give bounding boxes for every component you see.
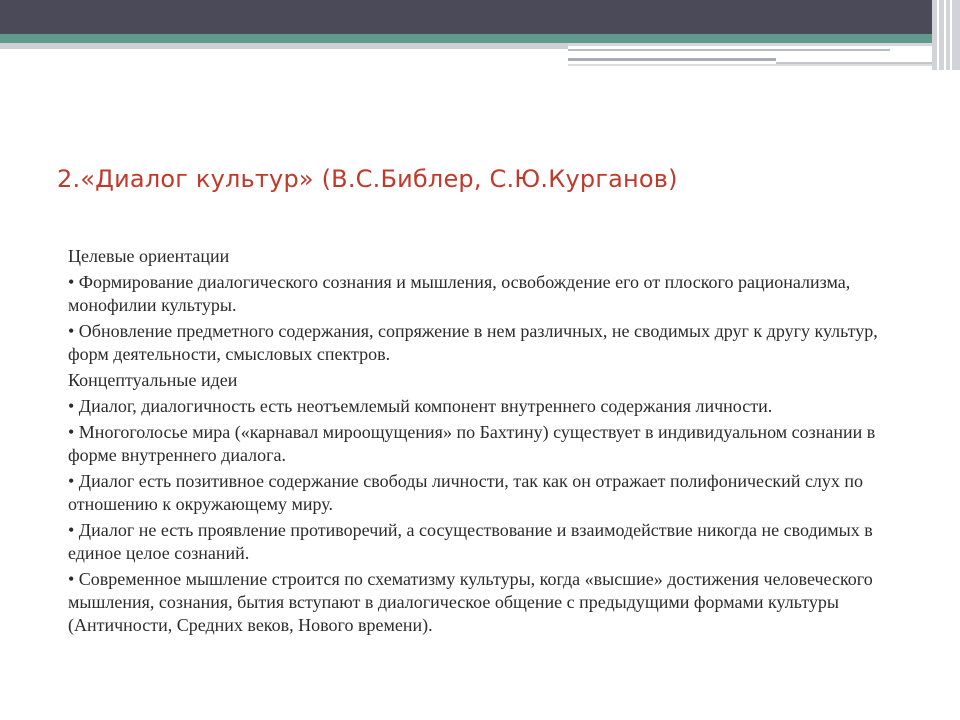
header-teal-band <box>0 34 932 43</box>
header-dark-band <box>0 0 932 34</box>
header-decor-line <box>568 49 890 51</box>
bullet-item: • Обновление предметного содержания, сопряжение в нем различных, не сводимых друг к другу культур, форм деятельности, смысловых спектров. <box>68 321 878 364</box>
header-right-block <box>932 0 960 70</box>
header-vertical-line <box>950 0 952 70</box>
header-decor-line <box>568 64 941 66</box>
bullet-item: • Многоголосье мира («карнавал мироощущения» по Бахтину) существует в индивидуальном сознании в форме внутреннего диалога. <box>68 422 876 465</box>
header-vertical-line <box>944 0 946 70</box>
section-heading: Целевые ориентации <box>68 246 230 266</box>
header-decor-line <box>568 58 776 61</box>
slide-title: 2.«Диалог культур» (В.С.Библер, С.Ю.Курганов) <box>57 165 678 193</box>
bullet-item: • Современное мышление строится по схематизму культуры, когда «высшие» достижения человеческого мышления, сознания, бытия вступают в диалогическое общение с предыдущими формами культуры (Античности, Средних веков, Нового времени). <box>68 569 873 635</box>
bullet-item: • Формирование диалогического сознания и мышления, освобождение его от плоского рационализма, монофилии культуры. <box>68 272 851 315</box>
section-heading: Концептуальные идеи <box>68 370 238 390</box>
header-vertical-line <box>937 0 939 70</box>
header-gray-band-right <box>568 43 932 46</box>
bullet-item: • Диалог, диалогичность есть неотъемлемый компонент внутреннего содержания личности. <box>68 396 773 416</box>
bullet-item: • Диалог не есть проявление противоречий, а сосуществование и взаимодействие никогда не сводимых в единое целое сознаний. <box>68 520 873 563</box>
bullet-item: • Диалог есть позитивное содержание свободы личности, так как он отражает полифонический слух по отношению к окружающему миру. <box>68 471 864 514</box>
header-gray-band <box>0 43 568 49</box>
slide-content <box>68 245 918 640</box>
